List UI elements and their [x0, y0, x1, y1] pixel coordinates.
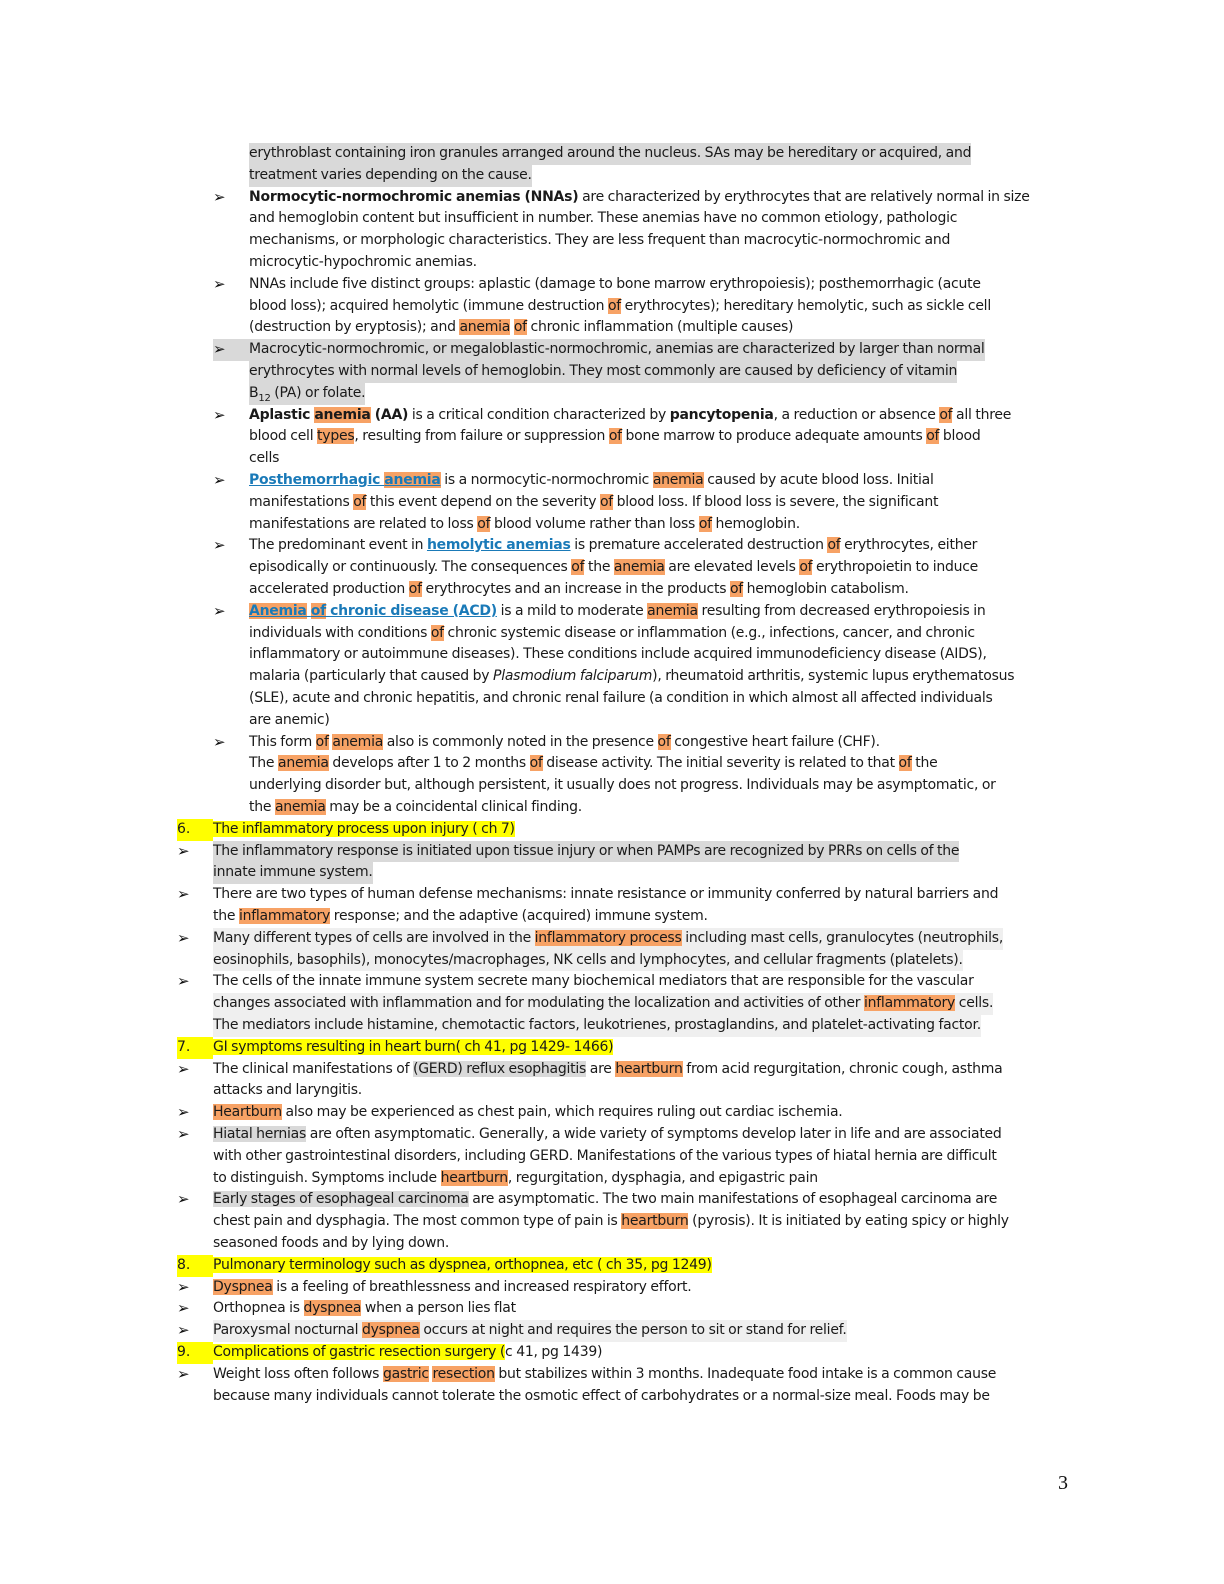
- section-number: 7.: [177, 1037, 213, 1059]
- highlighted-term: inflammatory: [863, 995, 956, 1012]
- bullet-arrow-icon: ➢: [177, 885, 190, 904]
- highlighted-term: dyspnea: [303, 1300, 362, 1317]
- section-heading: Complications of gastric resection surgery (c 41, pg 1439): [213, 1344, 603, 1360]
- text-line: Macrocytic-normochromic, or megaloblastic-normochromic, anemias are characterized by larger than normal: [249, 339, 985, 361]
- text-line: Weight loss often follows gastric resection but stabilizes within 3 months. Inadequate food intake is a common cause: [213, 1365, 997, 1382]
- text-line: Posthemorrhagic anemia is a normocytic-normochromic anemia caused by acute blood loss. Initial: [249, 472, 934, 488]
- text-line: eosinophils, basophils), monocytes/macrophages, NK cells and lymphocytes, and cellular fragments (platelets).: [213, 950, 963, 972]
- bullet-arrow-icon: ➢: [177, 841, 190, 860]
- highlighted-term: of: [607, 297, 621, 314]
- text-line: The clinical manifestations of (GERD) reflux esophagitis are heartburn from acid regurgitation, chronic cough, asthma: [213, 1060, 1003, 1077]
- text-line: Normocytic-normochromic anemias (NNAs) are characterized by erythrocytes that are relatively normal in size: [249, 188, 1030, 205]
- highlighted-term: inflammatory: [238, 908, 331, 924]
- highlighted-term: anemia: [384, 472, 441, 488]
- text-line: NNAs include five distinct groups: aplastic (damage to bone marrow erythropoiesis); posthemorrhagic (acute: [249, 275, 981, 292]
- highlighted-term: of: [698, 515, 712, 532]
- text-line: with other gastrointestinal disorders, including GERD. Manifestations of the various types of hiatal hernia are difficult: [213, 1147, 997, 1164]
- text-line: the inflammatory response; and the adaptive (acquired) immune system.: [213, 908, 708, 924]
- highlighted-term: types: [317, 428, 355, 445]
- bullet-arrow-icon: ➢: [213, 471, 226, 489]
- highlighted-term: of: [827, 537, 841, 554]
- term-link[interactable]: Posthemorrhagic anemia: [249, 472, 441, 488]
- text-line: The inflammatory response is initiated upon tissue injury or when PAMPs are recognized by PRRs on cells of the: [213, 841, 959, 863]
- page-number: 3: [1058, 1472, 1068, 1494]
- bullet-arrow-icon: ➢: [213, 339, 249, 361]
- text-line: episodically or continuously. The consequences of the anemia are elevated levels of erythropoietin to induce: [249, 559, 979, 576]
- highlighted-term: resection: [432, 1365, 495, 1382]
- text-line: manifestations are related to loss of blood volume rather than loss of hemoglobin.: [249, 515, 800, 532]
- text-line: accelerated production of erythrocytes and an increase in the products of hemoglobin catabolism.: [249, 581, 909, 597]
- highlighted-term: Heartburn: [213, 1104, 282, 1121]
- highlighted-term: anemia: [274, 799, 326, 815]
- highlighted-term: anemia: [459, 319, 511, 336]
- highlighted-term: of: [571, 559, 585, 576]
- bullet-arrow-icon: ➢: [177, 972, 190, 991]
- text-line: changes associated with inflammation and for modulating the localization and activities of other inflammatory cells.: [213, 993, 993, 1015]
- text-line: are anemic): [249, 711, 330, 728]
- highlighted-term: anemia: [314, 406, 371, 423]
- text-line: to distinguish. Symptoms include heartburn, regurgitation, dysphagia, and epigastric pain: [213, 1169, 818, 1186]
- highlighted-term: gastric: [382, 1365, 429, 1382]
- text-line: cells: [249, 450, 280, 467]
- highlighted-term: of: [477, 515, 491, 532]
- text-line: microcytic-hypochromic anemias.: [249, 254, 477, 270]
- text-line: erythrocytes with normal levels of hemoglobin. They most commonly are caused by deficiency of vitamin: [249, 361, 957, 383]
- text-line: The cells of the innate immune system secrete many biochemical mediators that are responsible for the vascular: [213, 973, 974, 990]
- highlighted-term: of: [898, 755, 912, 772]
- highlighted-term: of: [608, 428, 622, 445]
- bullet-arrow-icon: ➢: [213, 187, 226, 206]
- highlighted-term: Anemia: [249, 602, 307, 619]
- highlighted-term: of: [408, 581, 422, 597]
- text-line: (SLE), acute and chronic hepatitis, and chronic renal failure (a condition in which almost all affected individuals: [249, 690, 993, 706]
- highlighted-term: of: [529, 755, 543, 772]
- section-number: 8.: [177, 1255, 213, 1277]
- bullet-arrow-icon: ➢: [213, 601, 226, 620]
- text-line: Dyspnea is a feeling of breathlessness and increased respiratory effort.: [213, 1278, 692, 1295]
- text-line: blood loss); acquired hemolytic (immune destruction of erythrocytes); hereditary hemolytic, such as sickle cell: [249, 297, 991, 314]
- text-line: innate immune system.: [213, 862, 373, 884]
- section-number: 9.: [177, 1342, 213, 1364]
- section-heading: The inflammatory process upon injury ( ch 7): [213, 820, 515, 837]
- bullet-arrow-icon: ➢: [213, 274, 226, 293]
- text-line: manifestations of this event depend on the severity of blood loss. If blood loss is severe, the significant: [249, 493, 939, 510]
- highlighted-term: anemia: [613, 559, 665, 576]
- bullet-arrow-icon: ➢: [213, 536, 226, 555]
- bullet-arrow-icon: ➢: [177, 1277, 190, 1296]
- bullet-arrow-icon: ➢: [177, 1059, 190, 1078]
- text-line: Many different types of cells are involved in the inflammatory process including mast cells, granulocytes (neutrophils,: [213, 928, 1003, 950]
- section-heading: Pulmonary terminology such as dyspnea, orthopnea, etc ( ch 35, pg 1249): [213, 1256, 712, 1273]
- highlighted-term: of: [657, 733, 671, 750]
- text-line: underlying disorder but, although persistent, it usually does not progress. Individuals may be asymptomatic, or: [249, 777, 996, 794]
- text-line: Hiatal hernias are often asymptomatic. Generally, a wide variety of symptoms develop later in life and are associated: [213, 1126, 1002, 1142]
- highlighted-term: anemia: [332, 733, 384, 750]
- bullet-arrow-icon: ➢: [177, 1364, 190, 1383]
- text-line: chest pain and dysphagia. The most common type of pain is heartburn (pyrosis). It is initiated by eating spicy or highly: [213, 1213, 1009, 1230]
- text-line: malaria (particularly that caused by Plasmodium falciparum), rheumatoid arthritis, systemic lupus erythematosus: [249, 668, 1015, 685]
- text-line: seasoned foods and by lying down.: [213, 1235, 450, 1251]
- bullet-arrow-icon: ➢: [177, 1321, 190, 1340]
- highlighted-term: heartburn: [440, 1169, 508, 1186]
- text-line: Anemia of chronic disease (ACD) is a mild to moderate anemia resulting from decreased erythropoiesis in: [249, 602, 986, 619]
- highlighted-term: of: [729, 581, 743, 597]
- bullet-arrow-icon: ➢: [213, 405, 226, 424]
- text-line: attacks and laryngitis.: [213, 1082, 363, 1099]
- text-line: inflammatory or autoimmune diseases). These conditions include acquired immunodeficiency disease (AIDS),: [249, 646, 987, 663]
- text-line: There are two types of human defense mechanisms: innate resistance or immunity conferred by natural barriers and: [213, 886, 999, 903]
- text-line: and hemoglobin content but insufficient in number. These anemias have no common etiology, pathologic: [249, 210, 958, 227]
- bullet-arrow-icon: ➢: [177, 1190, 190, 1209]
- text-line: This form of anemia also is commonly noted in the presence of congestive heart failure (CHF).: [249, 733, 880, 750]
- text-line: The predominant event in hemolytic anemias is premature accelerated destruction of erythrocytes, either: [249, 537, 978, 554]
- text-line: because many individuals cannot tolerate the osmotic effect of carbohydrates or a normal-size meal. Foods may be: [213, 1387, 990, 1404]
- text-line: blood cell types, resulting from failure or suppression of bone marrow to produce adequate amounts of blood: [249, 428, 981, 445]
- highlighted-term: of: [799, 559, 813, 576]
- highlighted-term: anemia: [647, 602, 698, 619]
- text-line: (destruction by eryptosis); and anemia of chronic inflammation (multiple causes): [249, 319, 794, 336]
- highlighted-term: of: [513, 319, 527, 336]
- bullet-arrow-icon: ➢: [177, 1299, 190, 1318]
- text-line: The mediators include histamine, chemotactic factors, leukotrienes, prostaglandins, and platelet-activating factor.: [213, 1015, 981, 1037]
- text-line: Early stages of esophageal carcinoma are asymptomatic. The two main manifestations of esophageal carcinoma are: [213, 1191, 998, 1208]
- bullet-arrow-icon: ➢: [177, 1103, 190, 1122]
- highlighted-term: heartburn: [621, 1213, 689, 1230]
- highlighted-term: anemia: [278, 755, 329, 772]
- bullet-arrow-icon: ➢: [213, 732, 226, 751]
- highlighted-term: anemia: [652, 472, 704, 488]
- bullet-arrow-icon: ➢: [177, 928, 190, 947]
- highlighted-term: of: [310, 602, 326, 619]
- section-number: 6.: [177, 819, 213, 841]
- text-line: $B_{12}$ (PA) or folate.: [249, 384, 366, 404]
- text-line: Heartburn also may be experienced as chest pain, which requires ruling out cardiac ischemia.: [213, 1104, 843, 1121]
- text-line: mechanisms, or morphologic characteristics. They are less frequent than macrocytic-normochromic and: [249, 232, 951, 249]
- term-link[interactable]: hemolytic anemias: [426, 537, 571, 554]
- text-line: the anemia may be a coincidental clinical finding.: [249, 799, 582, 815]
- highlighted-term: of: [939, 406, 953, 423]
- text-line: Paroxysmal nocturnal dyspnea occurs at night and requires the person to sit or stand for relief.: [213, 1320, 847, 1342]
- text-line: Orthopnea is dyspnea when a person lies flat: [213, 1300, 516, 1317]
- highlighted-term: of: [430, 624, 444, 641]
- text-line: The anemia develops after 1 to 2 months of disease activity. The initial severity is related to that of the: [249, 755, 938, 772]
- highlighted-term: heartburn: [615, 1060, 683, 1077]
- text-line: erythroblast containing iron granules arranged around the nucleus. SAs may be hereditary or acquired, and: [249, 143, 971, 165]
- section-heading: GI symptoms resulting in heart burn( ch 41, pg 1429- 1466): [213, 1038, 614, 1055]
- text-line: treatment varies depending on the cause.: [249, 165, 532, 187]
- highlighted-term: of: [926, 428, 940, 445]
- text-line: individuals with conditions of chronic systemic disease or inflammation (e.g., infections, cancer, and chronic: [249, 624, 975, 641]
- highlighted-term: of: [599, 493, 613, 510]
- highlighted-term: inflammatory process: [534, 929, 682, 946]
- highlighted-term: of: [353, 493, 367, 510]
- highlighted-term: dyspnea: [361, 1322, 420, 1339]
- bullet-arrow-icon: ➢: [177, 1125, 190, 1143]
- term-link[interactable]: Anemia of chronic disease (ACD): [249, 602, 497, 619]
- text-line: Aplastic anemia (AA) is a critical condition characterized by pancytopenia, a reduction or absence of all three: [249, 406, 1012, 423]
- highlighted-term: of: [315, 733, 329, 750]
- highlighted-term: Dyspnea: [213, 1278, 273, 1295]
